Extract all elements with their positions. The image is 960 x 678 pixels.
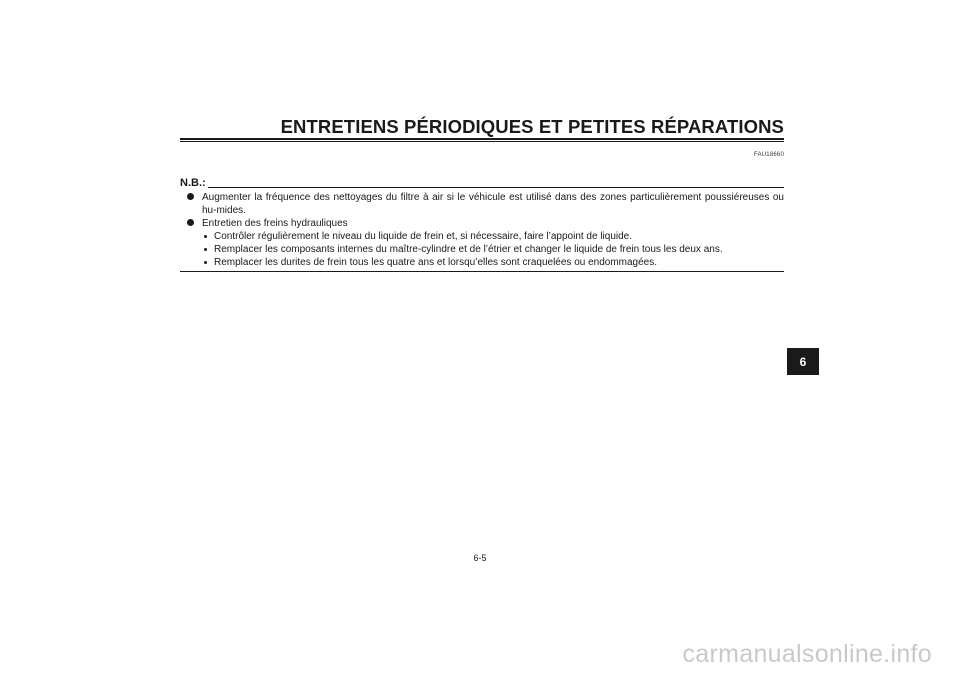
page-number: 6-5 (473, 553, 487, 563)
bullet-text: Augmenter la fréquence des nettoyages du filtre à air si le véhicule est utilisé dans des zones particulièrement poussiéreuses ou hu-mides. (202, 192, 784, 216)
bullet-dot-icon (187, 193, 194, 200)
sub-item-text: Contrôler régulièrement le niveau du liquide de frein et, si nécessaire, faire l’appoint de liquide. (214, 231, 633, 242)
bullet-text: Entretien des freins hydrauliques (202, 218, 348, 229)
document-code: FAU18660 (754, 152, 784, 158)
chapter-tab: 6 (787, 348, 819, 375)
title-rule-thick (180, 138, 784, 140)
note-body (180, 191, 784, 269)
page-title: ENTRETIENS PÉRIODIQUES ET PETITES RÉPARATIONS (280, 116, 784, 137)
note-bottom-rule (180, 271, 784, 272)
title-rule-thin (180, 141, 784, 142)
sub-item (202, 230, 784, 243)
watermark: carmanualsonline.info (682, 640, 932, 668)
bullet-item (180, 217, 784, 269)
sub-bullet-icon (204, 235, 207, 238)
sub-item (202, 256, 784, 269)
bullet-dot-icon (187, 219, 194, 226)
sub-bullet-icon (204, 248, 207, 251)
note-label: N.B.: (180, 177, 206, 189)
sub-bullet-icon (204, 261, 207, 264)
note-rule (208, 187, 784, 188)
sub-item-text: Remplacer les durites de frein tous les quatre ans et lorsqu’elles sont craquelées ou endommagées. (214, 257, 658, 268)
bullet-item (180, 191, 784, 217)
sub-item-text: Remplacer les composants internes du maître-cylindre et de l’étrier et changer le liquide de frein tous les deux ans. (214, 244, 723, 255)
sub-item (202, 243, 784, 256)
